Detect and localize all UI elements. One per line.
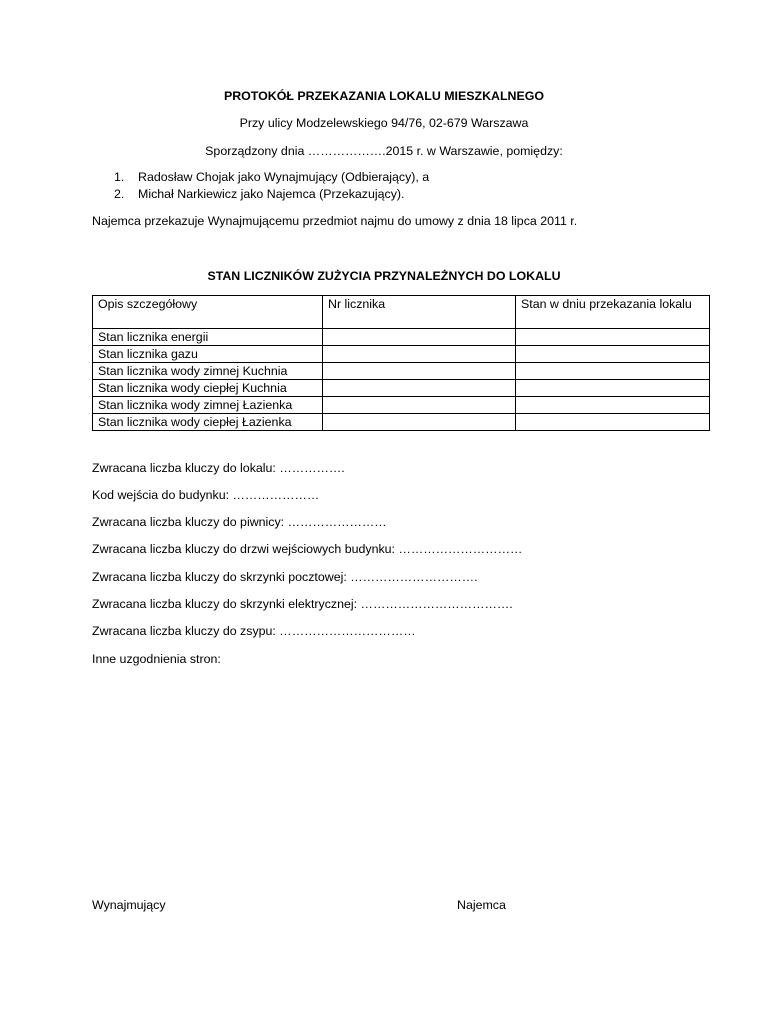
meter-reading-cell[interactable]: [516, 380, 710, 397]
table-row: [93, 346, 710, 363]
signature-landlord: Wynajmujący: [92, 898, 166, 912]
meter-reading-cell[interactable]: [516, 414, 710, 431]
signature-tenant: Najemca: [457, 898, 506, 912]
intro-paragraph: Najemca przekazuje Wynajmującemu przedmiot najmu do umowy z dnia 18 lipca 2011 r.: [92, 214, 578, 228]
document-title: PROTOKÓŁ PRZEKAZANIA LOKALU MIESZKALNEGO: [223, 89, 545, 103]
party-text: Michał Narkiewicz jako Najemca (Przekazujący).: [138, 187, 405, 201]
table-row: [93, 363, 710, 380]
header-reading: Stan w dniu przekazania lokalu: [516, 296, 710, 329]
meter-number-cell[interactable]: [323, 380, 516, 397]
meter-number-cell[interactable]: [323, 397, 516, 414]
meter-reading-cell[interactable]: [516, 329, 710, 346]
meter-number-cell[interactable]: [323, 329, 516, 346]
table-header-row: [93, 296, 710, 329]
table-row: [93, 414, 710, 431]
party-number: 1.: [114, 170, 125, 184]
meter-number-cell[interactable]: [323, 414, 516, 431]
keys-mailbox-field: Zwracana liczba kluczy do skrzynki pocztowej: ………………………….: [92, 570, 478, 584]
meter-number-cell[interactable]: [323, 346, 516, 363]
meter-description-cell: Stan licznika wody zimnej Łazienka: [93, 397, 323, 414]
header-meter-number: Nr licznika: [323, 296, 516, 329]
meter-description-cell: Stan licznika wody zimnej Kuchnia: [93, 363, 323, 380]
table-row: [93, 397, 710, 414]
table-row: [93, 329, 710, 346]
meter-description-cell: Stan licznika wody ciepłej Kuchnia: [93, 380, 323, 397]
meters-table: [92, 295, 710, 431]
header-description: Opis szczegółowy: [93, 296, 323, 329]
party-number: 2.: [114, 187, 125, 201]
meter-description-cell: Stan licznika energii: [93, 329, 323, 346]
other-arrangements-field: Inne uzgodnienia stron:: [92, 652, 221, 666]
keys-basement-field: Zwracana liczba kluczy do piwnicy: ……………………: [92, 515, 387, 529]
meter-reading-cell[interactable]: [516, 346, 710, 363]
drawn-up-line: Sporządzony dnia ……………….2015 r. w Warszawie, pomiędzy:: [205, 144, 563, 158]
meter-description-cell: Stan licznika wody ciepłej Łazienka: [93, 414, 323, 431]
keys-chute-field: Zwracana liczba kluczy do zsypu: ……………………………: [92, 624, 416, 638]
meter-description-cell: Stan licznika gazu: [93, 346, 323, 363]
entry-code-field: Kod wejścia do budynku: …………………: [92, 488, 320, 502]
address-line: Przy ulicy Modzelewskiego 94/76, 02-679 Warszawa: [239, 116, 529, 130]
table-row: [93, 380, 710, 397]
meter-reading-cell[interactable]: [516, 397, 710, 414]
meter-reading-cell[interactable]: [516, 363, 710, 380]
keys-electrical-box-field: Zwracana liczba kluczy do skrzynki elektrycznej: ……………………………….: [92, 597, 513, 611]
meters-heading: STAN LICZNIKÓW ZUŻYCIA PRZYNALEŻNYCH DO LOKALU: [207, 269, 561, 283]
keys-apartment-field: Zwracana liczba kluczy do lokalu: …………….: [92, 461, 345, 475]
keys-building-door-field: Zwracana liczba kluczy do drzwi wejściowych budynku: …………………………: [92, 542, 523, 556]
party-text: Radosław Chojak jako Wynajmujący (Odbierający), a: [138, 170, 430, 184]
meter-number-cell[interactable]: [323, 363, 516, 380]
